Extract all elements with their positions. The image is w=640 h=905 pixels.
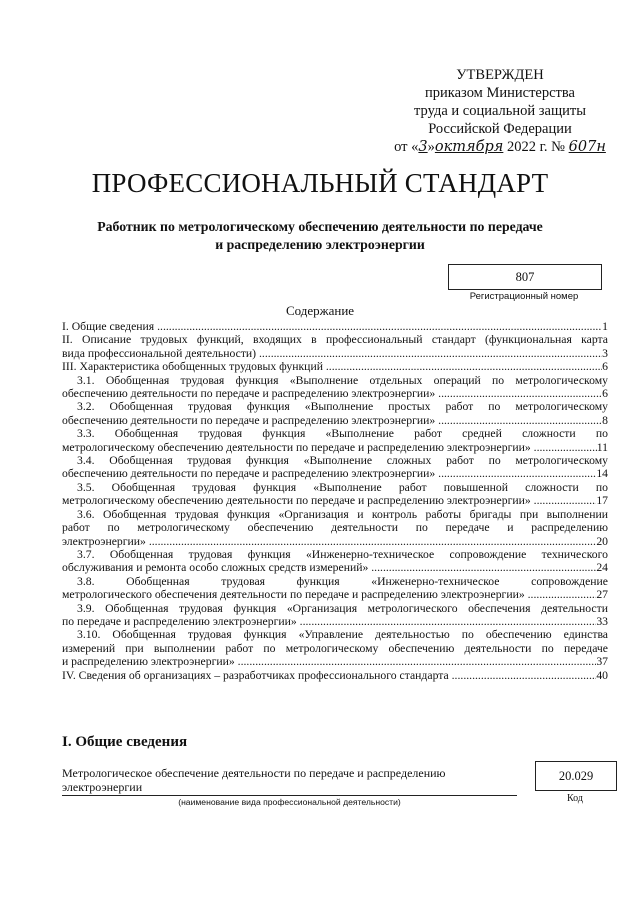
approval-line: приказом Министерства	[425, 85, 575, 101]
toc-item[interactable]: 1 I. Общие сведения .....	[62, 320, 608, 333]
registration-label: Регистрационный номер	[469, 291, 579, 302]
toc-item[interactable]: 3.1. Обобщенная трудовая функция «Выполнение отдельных операций по метрологическому 6 обеспечению деятельности по передаче и распределению электроэнергии» .....	[62, 374, 608, 401]
activity-kind-caption: (наименование вида профессиональной деятельности)	[178, 797, 401, 807]
toc-item[interactable]: 3.3. Обобщенная трудовая функция «Выполнение работ средней сложности по 11 метрологическому обеспечению деятельности по передаче и распределению электроэнергии» .....	[62, 427, 608, 454]
toc-item[interactable]: II. Описание трудовых функций, входящих в профессиональный стандарт (функциональная карта 3 вида профессиональной деятельности) .....	[62, 333, 608, 360]
table-of-contents	[62, 320, 608, 682]
approval-line: Российской Федерации	[428, 121, 572, 137]
toc-item[interactable]: 40 IV. Сведения об организациях – разработчиках профессионального стандарта .....	[62, 669, 608, 682]
toc-item[interactable]: 3.7. Обобщенная трудовая функция «Инженерно-техническое сопровождение технического 24 обслуживания и ремонта особо сложных средств измерений» .....	[62, 548, 608, 575]
handwritten-month: октября	[434, 139, 504, 155]
approval-date: от «3»октября 2022 г. № 607н	[394, 139, 606, 155]
toc-item[interactable]: 3.9. Обобщенная трудовая функция «Организация метрологического обеспечения деятельности 33 по передаче и распределению электроэнергии» .....	[62, 602, 608, 629]
toc-item[interactable]: 3.6. Обобщенная трудовая функция «Организация и контроль работы бригады при выполнении работ по метрологическому обеспечению деятельности по передаче и распределению 20 электроэнергии» .....	[62, 508, 608, 548]
approval-line: УТВЕРЖДЕН	[456, 67, 544, 83]
document-subtitle: Работник по метрологическому обеспечению деятельности по передаче и распределению электроэнергии	[97, 219, 543, 252]
handwritten-day: 3	[418, 139, 428, 155]
toc-item[interactable]: 3.10. Обобщенная трудовая функция «Управление деятельностью по обеспечению единства измерений при выполнении работ по метрологическому обеспечению деятельности по передаче 37 и распределению электроэнергии» .....	[62, 628, 608, 668]
activity-kind-underline	[62, 795, 517, 796]
toc-item[interactable]: 3.2. Обобщенная трудовая функция «Выполнение простых работ по метрологическому 8 обеспечению деятельности по передаче и распределению электроэнергии» .....	[62, 400, 608, 427]
toc-item[interactable]: 3.8. Обобщенная трудовая функция «Инженерно-техническое сопровождение 27 метрологического обеспечения деятельности по передаче и распределению электроэнергии» .....	[62, 575, 608, 602]
approval-block	[380, 66, 620, 156]
section-heading: I. Общие сведения	[62, 734, 188, 750]
activity-code: 20.029	[535, 761, 617, 791]
toc-item[interactable]: 6 III. Характеристика обобщенных трудовых функций .....	[62, 360, 608, 373]
registration-number: 807	[448, 264, 602, 290]
activity-kind: Метрологическое обеспечение деятельности по передаче и распределению электроэнергии	[62, 766, 446, 794]
activity-code-caption: Код	[567, 793, 583, 804]
toc-item[interactable]: 3.4. Обобщенная трудовая функция «Выполнение сложных работ по метрологическому 14 обеспечению деятельности по передаче и распределению электроэнергии» .....	[62, 454, 608, 481]
toc-heading: Содержание	[285, 303, 355, 318]
approval-line: труда и социальной защиты	[414, 103, 586, 119]
handwritten-number: 607н	[568, 139, 606, 155]
document-title: ПРОФЕССИОНАЛЬНЫЙ СТАНДАРТ	[91, 168, 549, 198]
toc-item[interactable]: 3.5. Обобщенная трудовая функция «Выполнение работ повышенной сложности по 17 метрологическому обеспечению деятельности по передаче и распределению электроэнергии» .....	[62, 481, 608, 508]
